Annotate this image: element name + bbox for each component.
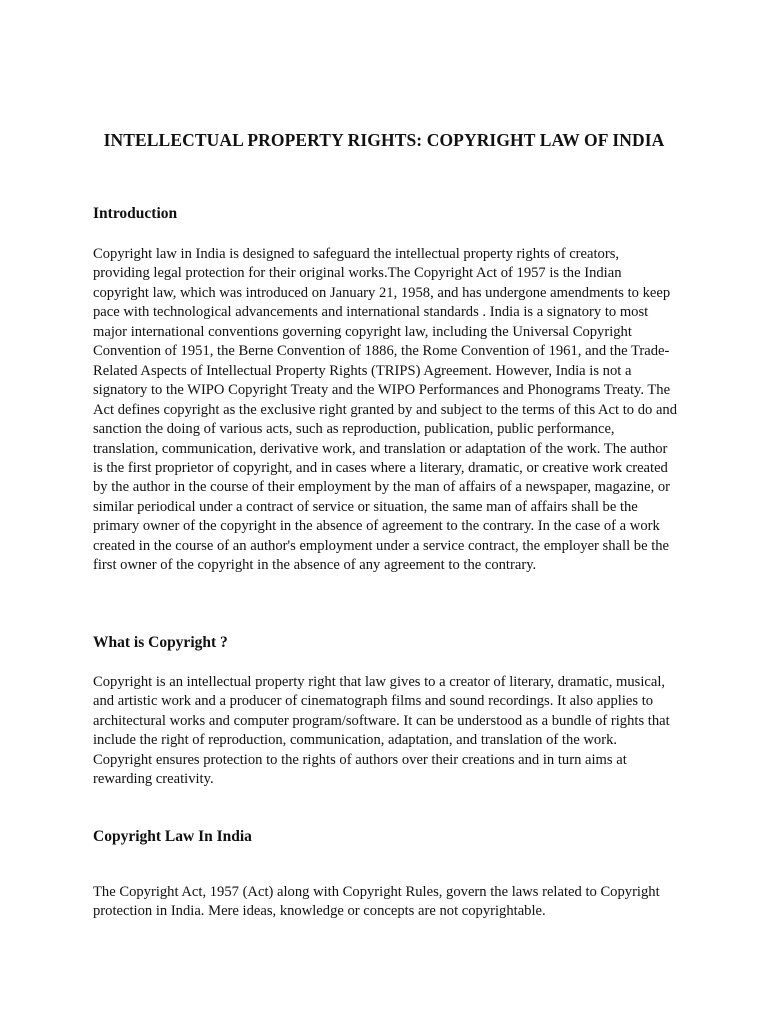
document-title: INTELLECTUAL PROPERTY RIGHTS: COPYRIGHT LAW OF INDIA bbox=[103, 130, 665, 150]
section-body-introduction: Copyright law in India is designed to safeguard the intellectual property rights of creators, providing legal protection for their original works.The Copyright Act of 1957 is the Indian copyright law, which was introduced on January 21, 1958, and has undergone amendments to keep pace with technological advancements and international standards . India is a signatory to most major international conventions governing copyright law, including the Universal Copyright Convention of 1951, the Berne Convention of 1886, the Rome Convention of 1961, and the Trade-Related Aspects of Intellectual Property Rights (TRIPS) Agreement. However, India is not a signatory to the WIPO Copyright Treaty and the WIPO Performances and Phonograms Treaty. The Act defines copyright as the exclusive right granted by and subject to the terms of this Act to do and sanction the doing of various acts, such as reproduction, publication, public performance, translation, communication, derivative work, and translation or adaptation of the work. The author is the first proprietor of copyright, and in cases where a literary, dramatic, or creative work created by the author in the course of their employment by the man of affairs of a newspaper, magazine, or similar periodical under a contract of service or situation, the same man of affairs shall be the primary owner of the copyright in the absence of agreement to the contrary. In the case of a work created in the course of an author's employment under a service contract, the employer shall be the first owner of the copyright in the absence of any agreement to the contrary. bbox=[93, 246, 678, 574]
section-heading-introduction: Introduction bbox=[93, 205, 178, 222]
section-heading-copyright-law-in-india: Copyright Law In India bbox=[93, 828, 252, 845]
section-body-what-is-copyright: Copyright is an intellectual property right that law gives to a creator of literary, dramatic, musical, and artistic work and a producer of cinematograph films and sound recordings. It also applies to architectural works and computer program/software. It can be understood as a bundle of rights that include the right of reproduction, communication, adaptation, and translation of the work. Copyright ensures protection to the rights of authors over their creations and in turn aims at rewarding creativity. bbox=[93, 674, 670, 788]
section-body-copyright-law-in-india: The Copyright Act, 1957 (Act) along with Copyright Rules, govern the laws related to Copyright protection in India. Mere ideas, knowledge or concepts are not copyrightable. bbox=[93, 884, 660, 920]
section-heading-what-is-copyright: What is Copyright ? bbox=[93, 634, 228, 651]
